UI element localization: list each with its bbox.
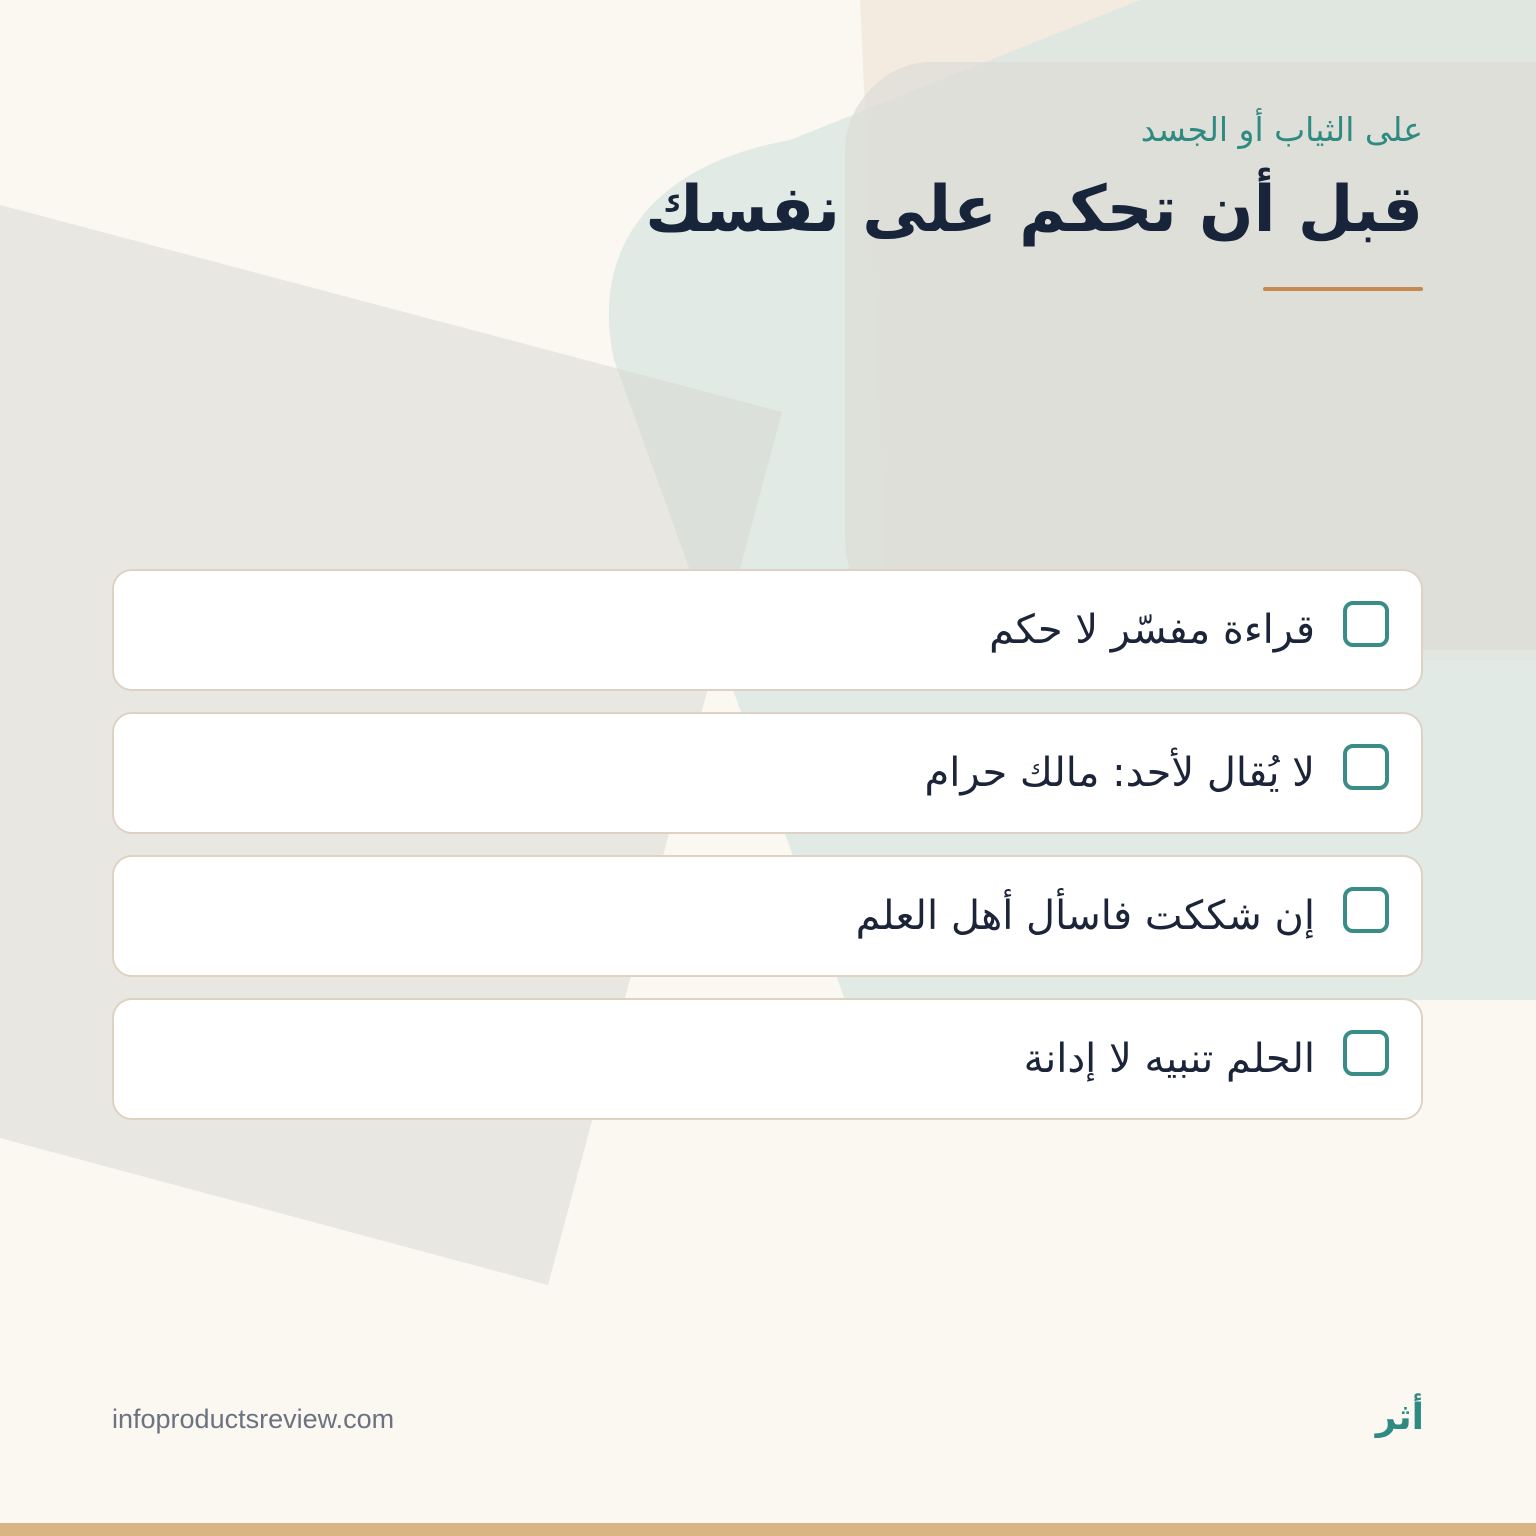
title-underline (1263, 287, 1423, 291)
checkbox-icon[interactable] (1343, 744, 1389, 790)
page-title: قبل أن تحكم على نفسك (645, 173, 1423, 247)
checkbox-icon[interactable] (1343, 1030, 1389, 1076)
bottom-accent-bar (0, 1523, 1536, 1536)
header-eyebrow: على الثياب أو الجسد (1140, 110, 1423, 149)
checklist-item-label: الحلم تنبيه لا إدانة (1023, 1036, 1315, 1082)
checklist-item-label: قراءة مفسّر لا حكم (989, 607, 1315, 653)
checklist-item-label: إن شككت فاسأل أهل العلم (855, 893, 1315, 939)
checklist-item[interactable] (112, 569, 1423, 691)
checklist-item[interactable] (112, 712, 1423, 834)
checklist (112, 569, 1423, 1141)
footer-url: infoproductsreview.com (112, 1404, 395, 1434)
checkbox-icon[interactable] (1343, 601, 1389, 647)
brand-logo: أثر (1375, 1397, 1424, 1438)
checklist-item-label: لا يُقال لأحد: مالك حرام (924, 750, 1315, 796)
checkbox-icon[interactable] (1343, 887, 1389, 933)
checklist-item[interactable] (112, 855, 1423, 977)
checklist-item[interactable] (112, 998, 1423, 1120)
header (523, 108, 1423, 252)
